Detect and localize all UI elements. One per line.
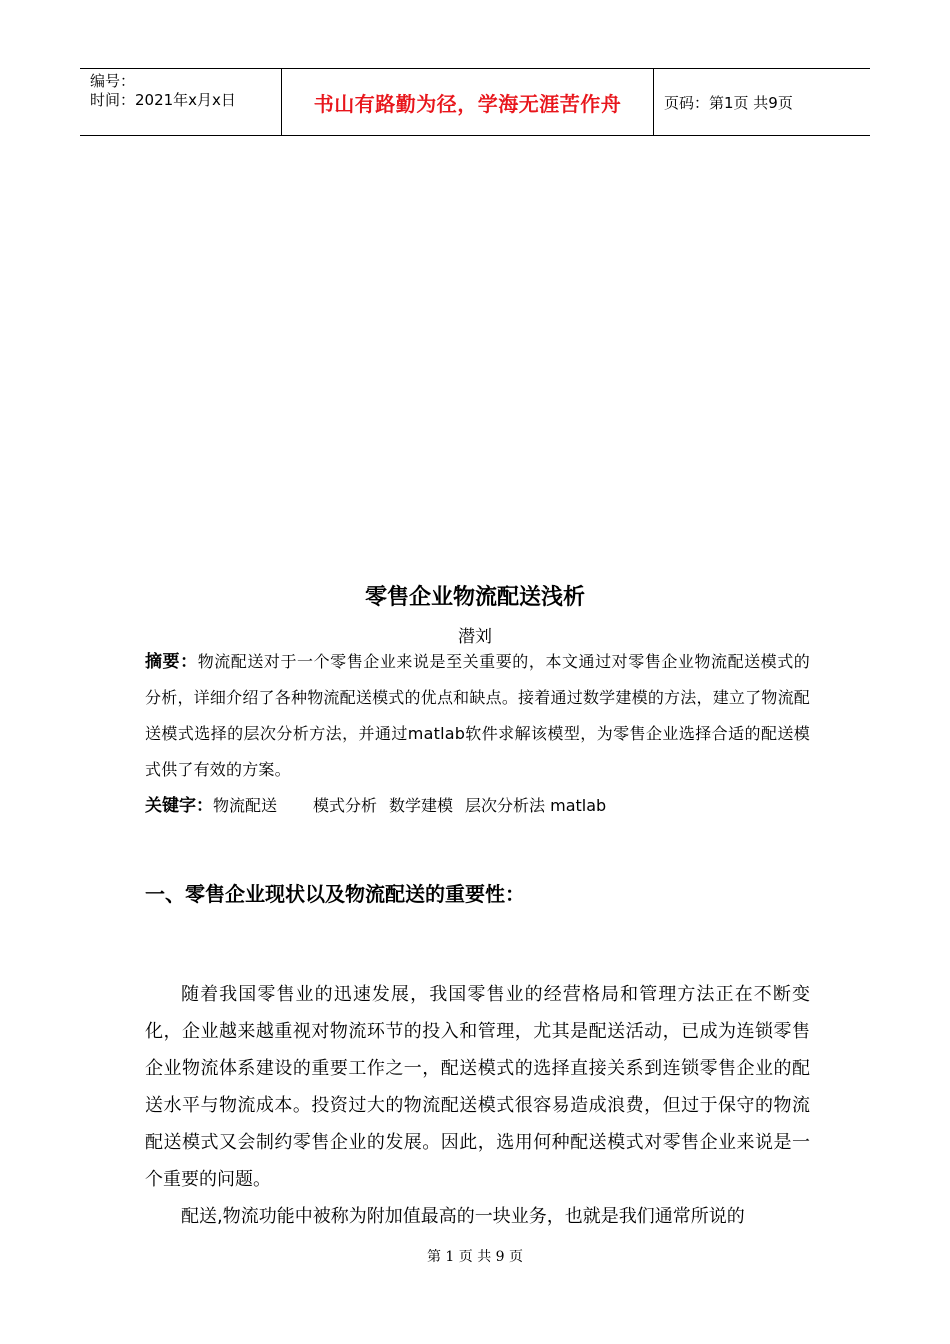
- keywords-label: 关键字：: [145, 796, 213, 816]
- header-number-label: 编号：: [90, 72, 136, 90]
- keyword: 数学建模: [389, 796, 454, 815]
- paragraph: 随着我国零售业的迅速发展，我国零售业的经营格局和管理方法正在不断变化，企业越来越重视对物流环节的投入和管理，尤其是配送活动，已成为连锁零售企业物流体系建设的重要工作之一，配送模式的选择直接关系到连锁零售企业的配送水平与物流成本。投资过大的物流配送模式很容易造成浪费，但过于保守的物流配送模式又会制约零售企业的发展。因此，选用何种配送模式对零售企业来说是一个重要的问题。: [145, 984, 810, 1190]
- document-author: 潜刘: [458, 627, 492, 647]
- document-title: 零售企业物流配送浅析: [364, 585, 585, 610]
- document-header: [80, 68, 870, 136]
- abstract-label: 摘要：: [145, 652, 198, 672]
- header-meta: [80, 69, 282, 135]
- abstract: [145, 644, 810, 788]
- header-motto: 书山有路勤为径，学海无涯苦作舟: [282, 69, 654, 135]
- page-footer: 第 1 页 共 9 页: [426, 1249, 524, 1265]
- paragraph: 配送,物流功能中被称为附加值最高的一块业务，也就是我们通常所说的: [181, 1206, 745, 1227]
- body-text: [145, 976, 810, 1235]
- keyword: 物流配送: [213, 796, 278, 815]
- header-page-info: 页码：第1页 共9页: [664, 93, 793, 112]
- abstract-text: 物流配送对于一个零售企业来说是至关重要的，本文通过对零售企业物流配送模式的分析，详细介绍了各种物流配送模式的优点和缺点。接着通过数学建模的方法，建立了物流配送模式选择的层次分析方法，并通过matlab软件求解该模型，为零售企业选择合适的配送模式供了有效的方案。: [145, 652, 810, 779]
- keyword: 模式分析: [313, 796, 378, 815]
- keyword: 层次分析法 matlab: [465, 796, 607, 815]
- header-date: 时间：2021年x月x日: [90, 91, 236, 109]
- section-heading: 一、零售企业现状以及物流配送的重要性：: [145, 882, 525, 906]
- keywords: [145, 790, 618, 822]
